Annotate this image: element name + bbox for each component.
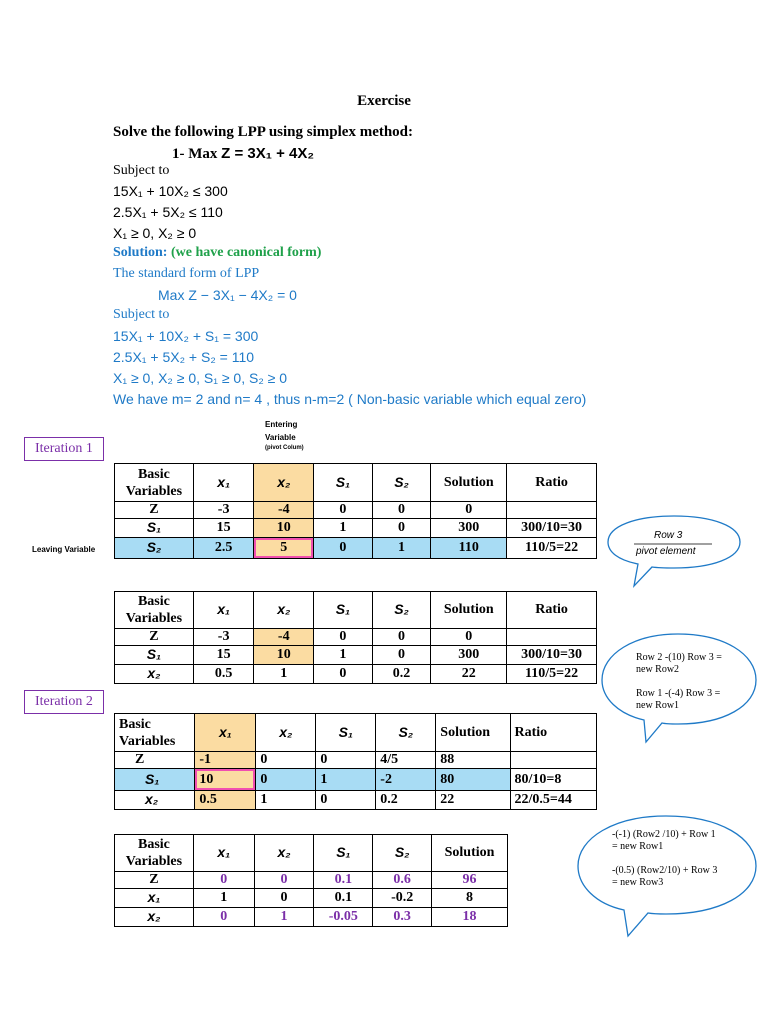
- bubble-2-line-4: new Row1: [636, 700, 680, 711]
- pivot-element-cell: 10: [195, 769, 256, 791]
- cell: 1: [314, 519, 373, 538]
- header-basic: Basic Variables: [115, 464, 194, 502]
- cell: 0: [372, 646, 431, 665]
- header-s1: S₁: [314, 592, 373, 629]
- simplex-table-2: [114, 591, 597, 684]
- header-basic: Basic Variables: [115, 714, 195, 752]
- iteration-2-label: Iteration 2: [24, 690, 104, 714]
- header-ratio: Ratio: [507, 592, 597, 629]
- cell: -0.05: [314, 908, 373, 927]
- leaving-variable-label: Leaving Variable: [32, 545, 96, 554]
- simplex-table-1: [114, 463, 597, 559]
- cell: 96: [432, 872, 508, 889]
- cell: 110/5=22: [507, 665, 597, 684]
- cell: 0.3: [373, 908, 432, 927]
- cell: 0: [256, 752, 316, 769]
- entering-line-1: Entering: [265, 420, 298, 429]
- cell: x₂: [115, 908, 194, 927]
- cell: 15: [193, 646, 254, 665]
- solution-label: Solution:: [113, 245, 168, 260]
- bubble-2-line-2: new Row2: [636, 664, 680, 675]
- table-row: [115, 646, 597, 665]
- cell: 1: [193, 889, 254, 908]
- cell: 0.5: [193, 665, 254, 684]
- header-x1: x₁: [193, 592, 254, 629]
- objective-line: [172, 145, 314, 163]
- cell: x₂: [115, 665, 194, 684]
- cell: 110: [431, 538, 507, 559]
- cell: 0: [314, 502, 373, 519]
- header-basic: Basic Variables: [115, 835, 194, 872]
- cell: [507, 629, 597, 646]
- cell: 10: [254, 519, 314, 538]
- cell: [507, 502, 597, 519]
- cell: Z: [115, 502, 194, 519]
- entering-line-3: (pivot Colum): [265, 445, 304, 451]
- bubble-2-line-3: Row 1 -(-4) Row 3 =: [636, 688, 721, 699]
- cell: 0: [314, 629, 373, 646]
- cell: 15: [193, 519, 254, 538]
- cell: 0: [316, 752, 376, 769]
- table-row: [115, 872, 508, 889]
- page-title: Exercise: [357, 93, 411, 109]
- cell: 1: [254, 908, 314, 927]
- cell: Z: [115, 872, 194, 889]
- subject-to-1: Subject to: [113, 163, 170, 178]
- cell: 110/5=22: [507, 538, 597, 559]
- constraint-nonneg: X₁ ≥ 0, X₂ ≥ 0: [113, 225, 197, 241]
- table-row: [115, 629, 597, 646]
- cell: 300: [431, 646, 507, 665]
- entering-variable-label: [265, 418, 304, 453]
- header-s1: S₁: [314, 464, 373, 502]
- entering-line-2: Variable: [265, 433, 296, 442]
- subject-to-2: Subject to: [113, 307, 170, 322]
- table-row: [115, 665, 597, 684]
- constraint-1: 15X₁ + 10X₂ ≤ 300: [113, 183, 228, 199]
- std-constraint-nonneg: X₁ ≥ 0, X₂ ≥ 0, S₁ ≥ 0, S₂ ≥ 0: [113, 370, 288, 386]
- cell: 18: [432, 908, 508, 927]
- cell: -3: [193, 502, 254, 519]
- cell: 0: [372, 629, 431, 646]
- table-row: [115, 752, 597, 769]
- std-constraint-1: 15X₁ + 10X₂ + S₁ = 300: [113, 328, 259, 344]
- cell: 0.1: [314, 889, 373, 908]
- iteration-1-label: Iteration 1: [24, 437, 104, 461]
- cell: 0.1: [314, 872, 373, 889]
- standard-objective: Max Z − 3X₁ − 4X₂ = 0: [158, 287, 297, 303]
- simplex-table-3: [114, 713, 597, 810]
- bubble-1-bottom: pivot element: [636, 546, 696, 557]
- header-s2: S₂: [372, 592, 431, 629]
- cell: 22: [431, 665, 507, 684]
- cell: -2: [376, 769, 436, 791]
- cell: Z: [115, 629, 194, 646]
- cell: 0: [254, 889, 314, 908]
- cell: 10: [254, 646, 314, 665]
- objective-expression: Z = 3X₁ + 4X₂: [221, 145, 315, 162]
- header-x2: x₂: [254, 464, 314, 502]
- header-x1: x₁: [193, 464, 254, 502]
- cell: Z: [115, 752, 195, 769]
- cell: S₁: [115, 646, 194, 665]
- bubble-3-line-4: = new Row3: [612, 877, 664, 888]
- problem-heading: Solve the following LPP using simplex method:: [113, 124, 414, 140]
- remark-line: We have m= 2 and n= 4 , thus n-m=2 ( Non-basic variable which equal zero): [113, 391, 587, 407]
- table-row: [115, 519, 597, 538]
- cell: -0.2: [373, 889, 432, 908]
- header-s2: S₂: [376, 714, 436, 752]
- table-row: [115, 502, 597, 519]
- cell: 4/5: [376, 752, 436, 769]
- cell: -4: [254, 502, 314, 519]
- bubble-3-line-2: = new Row1: [612, 841, 664, 852]
- cell: 1: [254, 665, 314, 684]
- bubble-2-line-1: Row 2 -(10) Row 3 =: [636, 652, 722, 663]
- cell: 0: [372, 502, 431, 519]
- cell: 0.6: [373, 872, 432, 889]
- bubble-3-line-3: -(0.5) (Row2/10) + Row 3: [612, 865, 718, 876]
- cell: 8: [432, 889, 508, 908]
- cell: 22: [436, 791, 510, 810]
- bubble-3-line-1: -(-1) (Row2 /10) + Row 1: [612, 829, 716, 840]
- cell: 1: [256, 791, 316, 810]
- cell: x₁: [115, 889, 194, 908]
- header-x2: x₂: [256, 714, 316, 752]
- cell: -1: [195, 752, 256, 769]
- cell: S₁: [115, 519, 194, 538]
- header-s1: S₁: [316, 714, 376, 752]
- header-ratio: Ratio: [507, 464, 597, 502]
- cell: 0.2: [372, 665, 431, 684]
- pivot-element-cell: 5: [254, 538, 314, 559]
- header-x2: x₂: [254, 835, 314, 872]
- cell: 0: [256, 769, 316, 791]
- cell: 300: [431, 519, 507, 538]
- cell: 300/10=30: [507, 519, 597, 538]
- cell: 0: [314, 665, 373, 684]
- header-solution: Solution: [432, 835, 508, 872]
- table-row-pivot: [115, 769, 597, 791]
- cell: 80/10=8: [510, 769, 597, 791]
- cell: [510, 752, 597, 769]
- header-s2: S₂: [373, 835, 432, 872]
- cell: 300/10=30: [507, 646, 597, 665]
- cell: S₂: [115, 538, 194, 559]
- cell: 0.2: [376, 791, 436, 810]
- cell: 0.5: [195, 791, 256, 810]
- bubble-1-top: Row 3: [654, 530, 683, 541]
- cell: 22/0.5=44: [510, 791, 597, 810]
- cell: 1: [372, 538, 431, 559]
- header-x2: x₂: [254, 592, 314, 629]
- cell: 0: [316, 791, 376, 810]
- header-x1: x₁: [193, 835, 254, 872]
- cell: 0: [431, 629, 507, 646]
- cell: 2.5: [193, 538, 254, 559]
- table-row: [115, 889, 508, 908]
- header-solution: Solution: [436, 714, 510, 752]
- header-solution: Solution: [431, 464, 507, 502]
- cell: S₁: [115, 769, 195, 791]
- objective-prefix: 1- Max: [172, 146, 222, 162]
- cell: 88: [436, 752, 510, 769]
- cell: 1: [316, 769, 376, 791]
- header-x1: x₁: [195, 714, 256, 752]
- cell: 0: [431, 502, 507, 519]
- cell: 0: [193, 908, 254, 927]
- cell: 0: [193, 872, 254, 889]
- solution-line: [113, 245, 321, 261]
- standard-form-label: The standard form of LPP: [113, 266, 260, 281]
- table-row: [115, 791, 597, 810]
- header-basic: Basic Variables: [115, 592, 194, 629]
- header-ratio: Ratio: [510, 714, 597, 752]
- solution-note: (we have canonical form): [170, 245, 322, 260]
- table-row: [115, 908, 508, 927]
- constraint-2: 2.5X₁ + 5X₂ ≤ 110: [113, 204, 223, 220]
- cell: x₂: [115, 791, 195, 810]
- cell: -4: [254, 629, 314, 646]
- cell: 80: [436, 769, 510, 791]
- header-s1: S₁: [314, 835, 373, 872]
- cell: 0: [314, 538, 373, 559]
- table-row-pivot: [115, 538, 597, 559]
- cell: 0: [372, 519, 431, 538]
- header-solution: Solution: [431, 592, 507, 629]
- std-constraint-2: 2.5X₁ + 5X₂ + S₂ = 110: [113, 349, 255, 365]
- simplex-table-final: [114, 834, 508, 927]
- cell: 0: [254, 872, 314, 889]
- cell: 1: [314, 646, 373, 665]
- header-s2: S₂: [372, 464, 431, 502]
- cell: -3: [193, 629, 254, 646]
